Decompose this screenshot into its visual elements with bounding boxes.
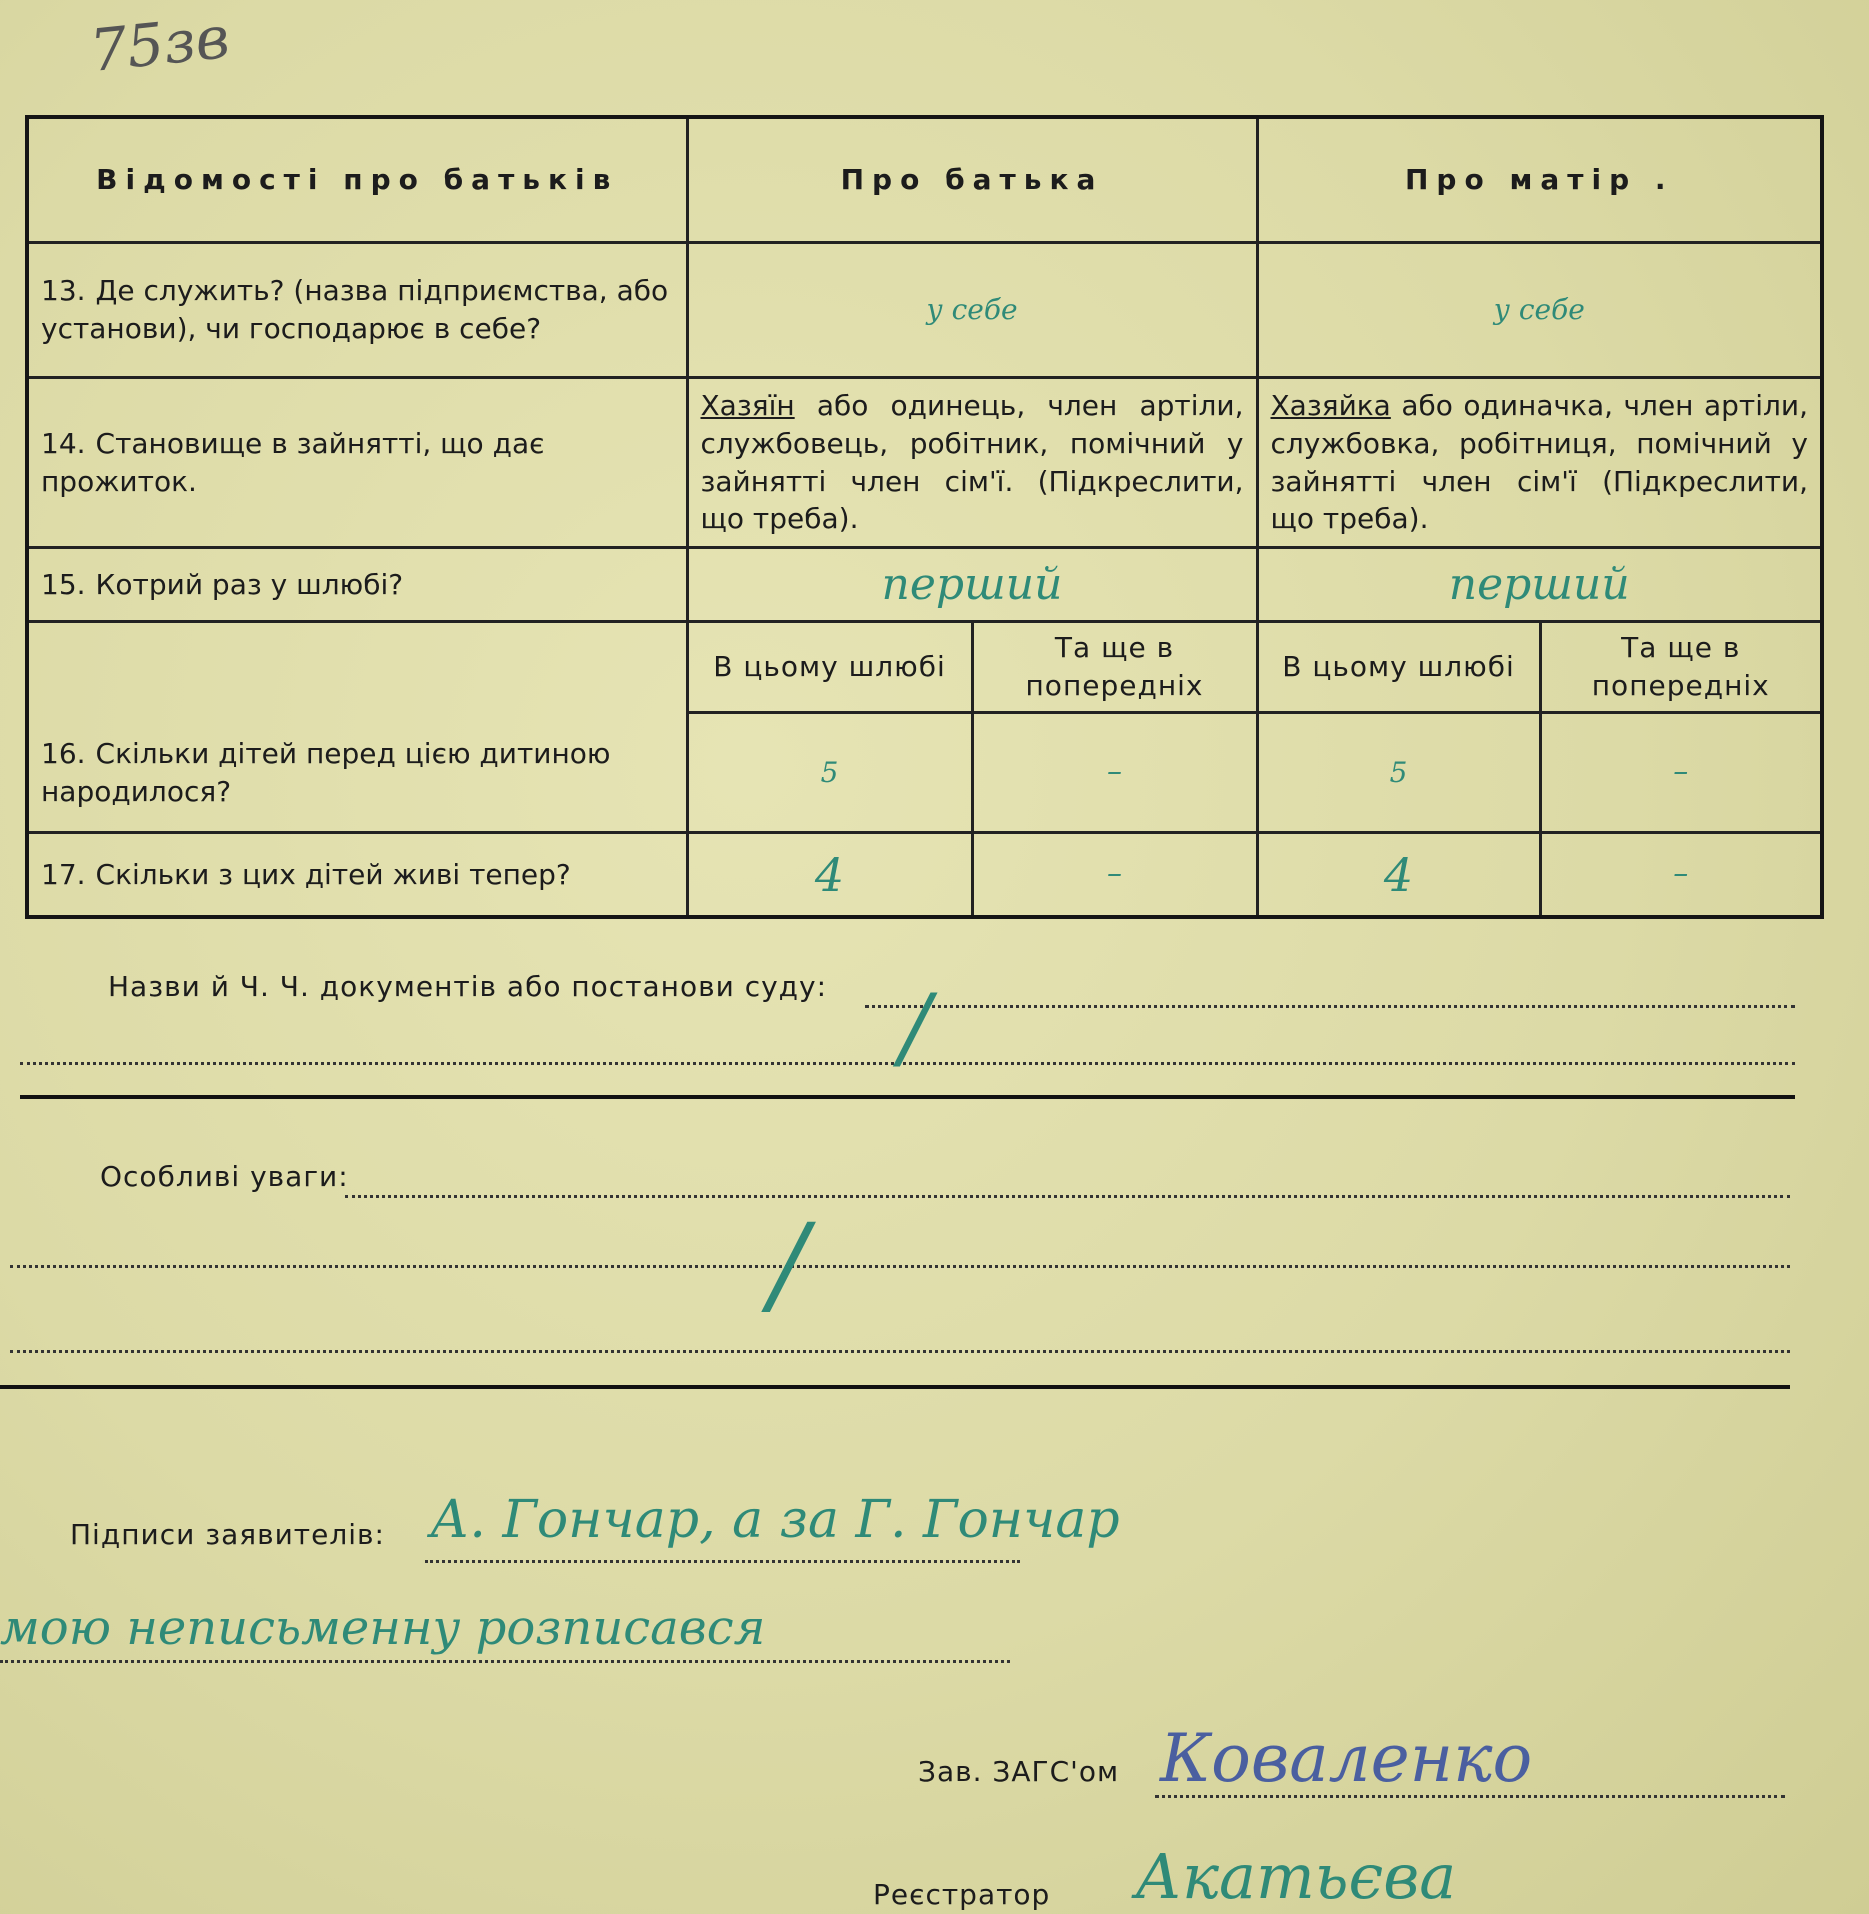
signatures-label: Підписи заявителів: <box>70 1518 385 1551</box>
question-text: Скільки дітей перед цією дитиною народилося? <box>41 737 611 809</box>
answer-15-mother: перший <box>1257 548 1822 622</box>
section-divider-2 <box>0 1385 1790 1389</box>
answer-13-father: у себе <box>687 243 1257 378</box>
table-row-16-sub <box>27 622 1822 713</box>
options-text: або одиначка, член артіли, службовка, робітниця, помічний у зайнятті член сім'ї (Підкреслити, що треба). <box>1270 388 1808 536</box>
table-header-row <box>27 117 1822 243</box>
answer-17-father-this: 4 <box>687 832 972 917</box>
answer-14-mother <box>1257 378 1822 548</box>
options-text: або одинець, член артіли, службовець, робітник, помічний у зайнятті член сім'ї. (Підкреслити, що треба). <box>700 388 1244 536</box>
notes-dotted-line <box>345 1195 1790 1198</box>
answer-14-father <box>687 378 1257 548</box>
notes-dash-mark: / <box>770 1200 808 1328</box>
answer-16-mother-this: 5 <box>1257 712 1540 832</box>
answer-17-mother-prev: – <box>1540 832 1822 917</box>
head-dotted-line <box>1155 1795 1785 1798</box>
underlined-option: Хазяйка <box>1270 388 1391 422</box>
question-14 <box>27 378 687 548</box>
question-number: 14. <box>41 426 86 460</box>
subheader-father-this: В цьому шлюбі <box>687 622 972 713</box>
subheader-mother-prev: Та ще в попередніх <box>1540 622 1822 713</box>
underlined-option: Хазяїн <box>700 388 795 422</box>
signature-dotted-line-2 <box>0 1660 1010 1663</box>
answer-17-mother-this: 4 <box>1257 832 1540 917</box>
question-text: Де служить? (назва підприємства, або установи), чи господарює в себе? <box>41 274 669 345</box>
question-text: Становище в зайнятті, що дає прожиток. <box>41 426 545 498</box>
question-number: 15. <box>41 567 86 601</box>
question-number: 17. <box>41 857 86 891</box>
subheader-father-prev: Та ще в попередніх <box>972 622 1257 713</box>
answer-16-father-this: 5 <box>687 712 972 832</box>
table-row-14 <box>27 378 1822 548</box>
applicants-signature: А. Гончар, а за Г. Гончар <box>430 1490 1120 1550</box>
documents-dash-mark: / <box>900 975 931 1080</box>
answer-13-mother: у себе <box>1257 243 1822 378</box>
question-text: Скільки з цих дітей живі тепер? <box>95 857 571 891</box>
section-divider <box>20 1095 1795 1099</box>
notes-label: Особливі уваги: <box>100 1160 349 1193</box>
header-parents-info: Відомості про батьків <box>27 117 687 243</box>
header-father: Про батька <box>687 117 1257 243</box>
question-17 <box>27 832 687 917</box>
question-number: 13. <box>41 274 86 308</box>
question-15 <box>27 548 687 622</box>
question-text: Котрий раз у шлюбі? <box>95 567 404 601</box>
answer-16-father-prev: – <box>972 712 1257 832</box>
table-row-13 <box>27 243 1822 378</box>
head-signature: Коваленко <box>1160 1720 1533 1797</box>
subheader-mother-this: В цьому шлюбі <box>1257 622 1540 713</box>
illiterate-note: мою неписьменну розписався <box>0 1600 766 1656</box>
question-16 <box>27 622 687 833</box>
documents-dotted-line <box>865 1005 1795 1008</box>
table-row-17 <box>27 832 1822 917</box>
answer-17-father-prev: – <box>972 832 1257 917</box>
header-mother: Про матір . <box>1257 117 1822 243</box>
parents-info-table <box>25 115 1824 919</box>
archive-page-number: 75зв <box>86 2 233 86</box>
answer-16-mother-prev: – <box>1540 712 1822 832</box>
question-number: 16. <box>41 737 86 771</box>
answer-15-father: перший <box>687 548 1257 622</box>
registrar-label: Реєстратор <box>873 1878 1051 1911</box>
notes-dotted-line-3 <box>10 1350 1790 1353</box>
signature-dotted-line <box>425 1560 1020 1563</box>
head-label: Зав. ЗАГС'ом <box>918 1755 1120 1788</box>
registrar-signature: Акатьєва <box>1135 1840 1457 1913</box>
table-row-15 <box>27 548 1822 622</box>
documents-label: Назви й Ч. Ч. документів або постанови суду: <box>108 970 828 1003</box>
notes-dotted-line-2 <box>10 1265 1790 1268</box>
question-13 <box>27 243 687 378</box>
